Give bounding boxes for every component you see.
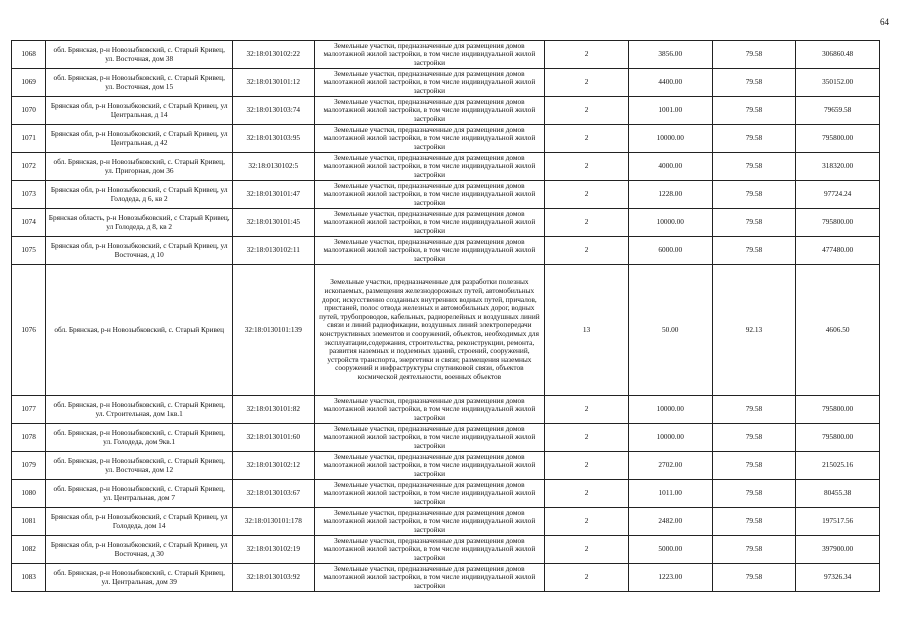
cadastral-number-cell: 32:18:0130102:5 — [233, 153, 315, 181]
table-row — [12, 265, 880, 396]
group-code-cell: 13 — [545, 265, 629, 396]
cadastral-value-cell: 97724.24 — [796, 181, 880, 209]
specific-value-cell: 79.58 — [712, 424, 796, 452]
group-code-cell: 2 — [545, 153, 629, 181]
cadastral-value-cell: 318320.00 — [796, 153, 880, 181]
specific-value-cell: 79.58 — [712, 452, 796, 480]
cadastral-number-cell: 32:18:0130101:178 — [233, 508, 315, 536]
specific-value-cell: 79.58 — [712, 181, 796, 209]
specific-value-cell: 79.58 — [712, 69, 796, 97]
table-row — [12, 237, 880, 265]
row-number: 1070 — [12, 97, 46, 125]
cadastral-value-cell: 97326.34 — [796, 564, 880, 592]
row-number: 1075 — [12, 237, 46, 265]
land-use-cell: Земельные участки, предназначенные для размещения домов малоэтажной жилой застройки, в том числе индивидуальной жилой застройки — [314, 69, 545, 97]
land-use-cell: Земельные участки, предназначенные для размещения домов малоэтажной жилой застройки, в том числе индивидуальной жилой застройки — [314, 181, 545, 209]
specific-value-cell: 79.58 — [712, 396, 796, 424]
table-row — [12, 181, 880, 209]
specific-value-cell: 79.58 — [712, 480, 796, 508]
area-cell: 2482.00 — [628, 508, 712, 536]
table-row — [12, 209, 880, 237]
area-cell: 50.00 — [628, 265, 712, 396]
table-row — [12, 508, 880, 536]
cadastral-number-cell: 32:18:0130101:82 — [233, 396, 315, 424]
specific-value-cell: 79.58 — [712, 125, 796, 153]
table-row — [12, 452, 880, 480]
group-code-cell: 2 — [545, 424, 629, 452]
address-cell: обл. Брянская, р-н Новозыбковский, с. Старый Кривец — [46, 265, 233, 396]
land-use-cell: Земельные участки, предназначенные для размещения домов малоэтажной жилой застройки, в том числе индивидуальной жилой застройки — [314, 564, 545, 592]
cadastral-value-cell: 306860.48 — [796, 41, 880, 69]
group-code-cell: 2 — [545, 69, 629, 97]
row-number: 1083 — [12, 564, 46, 592]
specific-value-cell: 79.58 — [712, 153, 796, 181]
address-cell: Брянская область, р-н Новозыбковский, с Старый Кривец, ул Голодеда, д 8, кв 2 — [46, 209, 233, 237]
table-row — [12, 41, 880, 69]
land-registry-table — [11, 40, 880, 592]
area-cell: 3856.00 — [628, 41, 712, 69]
land-use-cell: Земельные участки, предназначенные для размещения домов малоэтажной жилой застройки, в том числе индивидуальной жилой застройки — [314, 396, 545, 424]
area-cell: 1011.00 — [628, 480, 712, 508]
address-cell: обл. Брянская, р-н Новозыбковский, с. Старый Кривец, ул. Восточная, дом 12 — [46, 452, 233, 480]
cadastral-number-cell: 32:18:0130103:67 — [233, 480, 315, 508]
specific-value-cell: 79.58 — [712, 564, 796, 592]
table-row — [12, 424, 880, 452]
address-cell: Брянская обл, р-н Новозыбковский, с Старый Кривец, ул Центральная, д 42 — [46, 125, 233, 153]
row-number: 1074 — [12, 209, 46, 237]
address-cell: обл. Брянская, р-н Новозыбковский, с. Старый Кривец, ул. Центральная, дом 39 — [46, 564, 233, 592]
land-use-cell: Земельные участки, предназначенные для размещения домов малоэтажной жилой застройки, в том числе индивидуальной жилой застройки — [314, 97, 545, 125]
group-code-cell: 2 — [545, 508, 629, 536]
group-code-cell: 2 — [545, 536, 629, 564]
cadastral-value-cell: 795800.00 — [796, 125, 880, 153]
area-cell: 4400.00 — [628, 69, 712, 97]
area-cell: 1223.00 — [628, 564, 712, 592]
table-row — [12, 153, 880, 181]
group-code-cell: 2 — [545, 181, 629, 209]
cadastral-number-cell: 32:18:0130101:45 — [233, 209, 315, 237]
table-body — [12, 41, 880, 592]
row-number: 1082 — [12, 536, 46, 564]
area-cell: 10000.00 — [628, 125, 712, 153]
cadastral-number-cell: 32:18:0130101:60 — [233, 424, 315, 452]
group-code-cell: 2 — [545, 480, 629, 508]
specific-value-cell: 79.58 — [712, 209, 796, 237]
cadastral-number-cell: 32:18:0130102:19 — [233, 536, 315, 564]
address-cell: обл. Брянская, р-н Новозыбковский, с. Старый Кривец, ул. Центральная, дом 7 — [46, 480, 233, 508]
specific-value-cell: 79.58 — [712, 41, 796, 69]
row-number: 1069 — [12, 69, 46, 97]
cadastral-number-cell: 32:18:0130101:139 — [233, 265, 315, 396]
cadastral-value-cell: 795800.00 — [796, 396, 880, 424]
address-cell: обл. Брянская, р-н Новозыбковский, с. Старый Кривец, ул. Восточная, дом 15 — [46, 69, 233, 97]
group-code-cell: 2 — [545, 237, 629, 265]
group-code-cell: 2 — [545, 209, 629, 237]
land-use-cell: Земельные участки, предназначенные для размещения домов малоэтажной жилой застройки, в том числе индивидуальной жилой застройки — [314, 41, 545, 69]
area-cell: 2702.00 — [628, 452, 712, 480]
specific-value-cell: 79.58 — [712, 97, 796, 125]
row-number: 1073 — [12, 181, 46, 209]
specific-value-cell: 79.58 — [712, 237, 796, 265]
row-number: 1081 — [12, 508, 46, 536]
land-use-cell: Земельные участки, предназначенные для размещения домов малоэтажной жилой застройки, в том числе индивидуальной жилой застройки — [314, 153, 545, 181]
cadastral-value-cell: 4606.50 — [796, 265, 880, 396]
cadastral-value-cell: 350152.00 — [796, 69, 880, 97]
cadastral-value-cell: 79659.58 — [796, 97, 880, 125]
row-number: 1080 — [12, 480, 46, 508]
cadastral-number-cell: 32:18:0130103:95 — [233, 125, 315, 153]
address-cell: Брянская обл, р-н Новозыбковский, с Старый Кривец, ул Восточная, д 10 — [46, 237, 233, 265]
cadastral-number-cell: 32:18:0130101:12 — [233, 69, 315, 97]
address-cell: Брянская обл, р-н Новозыбковский, с Старый Кривец, ул Голодеда, дом 14 — [46, 508, 233, 536]
group-code-cell: 2 — [545, 97, 629, 125]
table-row — [12, 97, 880, 125]
area-cell: 10000.00 — [628, 396, 712, 424]
cadastral-value-cell: 795800.00 — [796, 209, 880, 237]
specific-value-cell: 92.13 — [712, 265, 796, 396]
table-row — [12, 396, 880, 424]
table-row — [12, 125, 880, 153]
cadastral-value-cell: 397900.00 — [796, 536, 880, 564]
cadastral-value-cell: 197517.56 — [796, 508, 880, 536]
cadastral-number-cell: 32:18:0130102:22 — [233, 41, 315, 69]
group-code-cell: 2 — [545, 41, 629, 69]
cadastral-value-cell: 80455.38 — [796, 480, 880, 508]
area-cell: 10000.00 — [628, 424, 712, 452]
area-cell: 6000.00 — [628, 237, 712, 265]
page-number: 64 — [880, 17, 889, 27]
row-number: 1076 — [12, 265, 46, 396]
cadastral-number-cell: 32:18:0130103:92 — [233, 564, 315, 592]
group-code-cell: 2 — [545, 564, 629, 592]
land-use-cell: Земельные участки, предназначенные для размещения домов малоэтажной жилой застройки, в том числе индивидуальной жилой застройки — [314, 480, 545, 508]
land-use-cell: Земельные участки, предназначенные для разработки полезных ископаемых, размещения железнодорожных путей, автомобильных дорог, искусственно созданных внутренних водных путей, причалов, пристаней, полос отвода железных и автомобильных дорог, водных путей, трубопроводов, кабельных, радиорелейных и воздушных линий связи и линий радиофикации, воздушных линий электропередачи конструктивных элементов и сооружений, объектов, необходимых для эксплуатации,содержания, строительства, реконструкции, ремонта, развития наземных и подземных зданий, строений, сооружений, устройств транспорта, энергетики и связи; размещения наземных сооружений и инфраструктуры спутниковой связи, объектов космической деятельности, военных объектов — [314, 265, 545, 396]
row-number: 1068 — [12, 41, 46, 69]
address-cell: обл. Брянская, р-н Новозыбковский, с. Старый Кривец, ул. Строительная, дом 1кв.1 — [46, 396, 233, 424]
table-row — [12, 480, 880, 508]
area-cell: 1001.00 — [628, 97, 712, 125]
cadastral-number-cell: 32:18:0130103:74 — [233, 97, 315, 125]
row-number: 1071 — [12, 125, 46, 153]
table-row — [12, 69, 880, 97]
land-use-cell: Земельные участки, предназначенные для размещения домов малоэтажной жилой застройки, в том числе индивидуальной жилой застройки — [314, 536, 545, 564]
land-use-cell: Земельные участки, предназначенные для размещения домов малоэтажной жилой застройки, в том числе индивидуальной жилой застройки — [314, 125, 545, 153]
cadastral-value-cell: 215025.16 — [796, 452, 880, 480]
table-row — [12, 564, 880, 592]
address-cell: Брянская обл, р-н Новозыбковский, с Старый Кривец, ул Центральная, д 14 — [46, 97, 233, 125]
group-code-cell: 2 — [545, 452, 629, 480]
row-number: 1072 — [12, 153, 46, 181]
address-cell: обл. Брянская, р-н Новозыбковский, с. Старый Кривец, ул. Восточная, дом 38 — [46, 41, 233, 69]
address-cell: обл. Брянская, р-н Новозыбковский, с. Старый Кривец, ул. Голодеда, дом 9кв.1 — [46, 424, 233, 452]
land-use-cell: Земельные участки, предназначенные для размещения домов малоэтажной жилой застройки, в том числе индивидуальной жилой застройки — [314, 424, 545, 452]
land-use-cell: Земельные участки, предназначенные для размещения домов малоэтажной жилой застройки, в том числе индивидуальной жилой застройки — [314, 508, 545, 536]
row-number: 1077 — [12, 396, 46, 424]
area-cell: 4000.00 — [628, 153, 712, 181]
area-cell: 5000.00 — [628, 536, 712, 564]
specific-value-cell: 79.58 — [712, 508, 796, 536]
area-cell: 1228.00 — [628, 181, 712, 209]
row-number: 1078 — [12, 424, 46, 452]
cadastral-value-cell: 795800.00 — [796, 424, 880, 452]
group-code-cell: 2 — [545, 396, 629, 424]
land-use-cell: Земельные участки, предназначенные для размещения домов малоэтажной жилой застройки, в том числе индивидуальной жилой застройки — [314, 452, 545, 480]
cadastral-number-cell: 32:18:0130102:12 — [233, 452, 315, 480]
specific-value-cell: 79.58 — [712, 536, 796, 564]
address-cell: Брянская обл, р-н Новозыбковский, с Старый Кривец, ул Восточная, д 30 — [46, 536, 233, 564]
address-cell: Брянская обл, р-н Новозыбковский, с Старый Кривец, ул Голодеда, д 6, кв 2 — [46, 181, 233, 209]
group-code-cell: 2 — [545, 125, 629, 153]
cadastral-value-cell: 477480.00 — [796, 237, 880, 265]
address-cell: обл. Брянская, р-н Новозыбковский, с. Старый Кривец, ул. Пригорная, дом 36 — [46, 153, 233, 181]
cadastral-number-cell: 32:18:0130101:47 — [233, 181, 315, 209]
row-number: 1079 — [12, 452, 46, 480]
land-use-cell: Земельные участки, предназначенные для размещения домов малоэтажной жилой застройки, в том числе индивидуальной жилой застройки — [314, 237, 545, 265]
area-cell: 10000.00 — [628, 209, 712, 237]
cadastral-number-cell: 32:18:0130102:11 — [233, 237, 315, 265]
table-row — [12, 536, 880, 564]
land-use-cell: Земельные участки, предназначенные для размещения домов малоэтажной жилой застройки, в том числе индивидуальной жилой застройки — [314, 209, 545, 237]
